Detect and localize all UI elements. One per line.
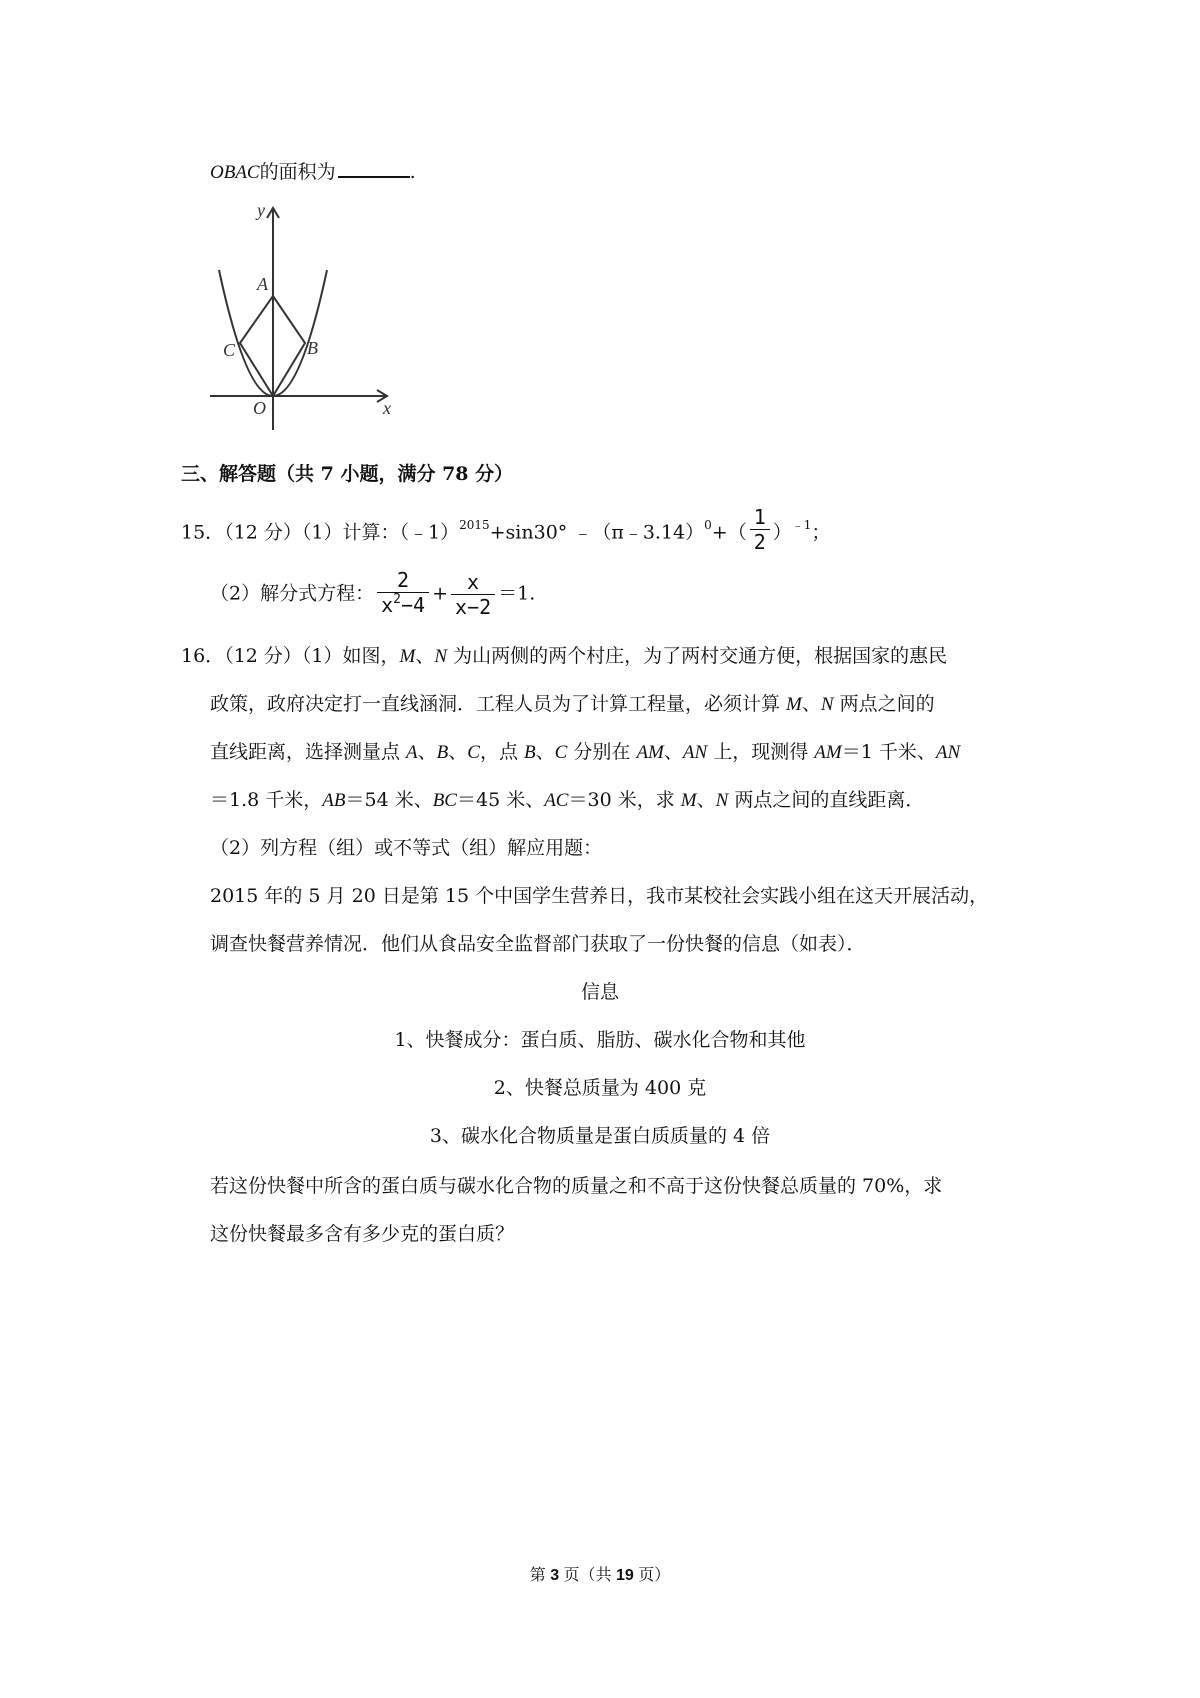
q16-l3-d: 上，现测得 bbox=[707, 741, 815, 763]
var-n: N bbox=[715, 790, 729, 811]
page-footer bbox=[0, 1562, 1200, 1585]
var-m: M bbox=[786, 694, 802, 715]
sep: 、 bbox=[417, 741, 437, 763]
half-fraction bbox=[750, 505, 770, 554]
q16-line4 bbox=[210, 788, 924, 813]
q15-part2-prefix: （2）解分式方程： bbox=[210, 582, 375, 605]
q16-l3-b: ，点 bbox=[479, 741, 525, 763]
var-am: AM bbox=[636, 742, 664, 763]
var-b: B bbox=[436, 742, 449, 763]
q16-l4-a: ＝1.8 千米， bbox=[210, 789, 323, 811]
q16-line1 bbox=[181, 644, 947, 669]
q16-para2: 调查快餐营养情况．他们从食品安全监督部门获取了一份快餐的信息（如表）． bbox=[210, 933, 866, 955]
q15-number: 15． bbox=[181, 521, 225, 544]
q16-l1-b: 为山两侧的两个村庄，为了两村交通方便，根据国家的惠民 bbox=[447, 645, 948, 667]
f2-den: x−2 bbox=[454, 595, 492, 619]
q14-period: . bbox=[409, 161, 416, 183]
var-ac: AC bbox=[544, 790, 569, 811]
section3-heading: 三、解答题（共 7 小题，满分 78 分） bbox=[181, 463, 514, 485]
label-y: y bbox=[257, 200, 265, 220]
var-bc: BC bbox=[432, 790, 457, 811]
var-a: A bbox=[406, 742, 418, 763]
q16-question-1: 若这份快餐中所含的蛋白质与碳水化合物的质量之和不高于这份快餐总质量的 70%，求 bbox=[210, 1175, 943, 1197]
sep: 、 bbox=[801, 693, 821, 715]
sep: 、 bbox=[415, 645, 435, 667]
info-item-3: 3、碳水化合物质量是蛋白质质量的 4 倍 bbox=[429, 1125, 771, 1147]
label-a: A bbox=[257, 274, 268, 294]
footer-mid: 页（共 bbox=[559, 1567, 616, 1584]
f1-den-a: x bbox=[381, 593, 394, 617]
sep: 、 bbox=[535, 741, 555, 763]
q15-part1-prefix: （12 分）（1）计算：（﹣1） bbox=[224, 521, 460, 544]
page-total: 19 bbox=[616, 1567, 634, 1584]
q15-close: ） bbox=[772, 521, 792, 544]
var-m: M bbox=[680, 790, 697, 811]
q16-l2: 政策，政府决定打一直线涵洞．工程人员为了计算工程量，必须计算 bbox=[210, 693, 787, 715]
var-am: AM bbox=[814, 742, 842, 763]
f1-den-b: −4 bbox=[400, 593, 426, 617]
var-n: N bbox=[820, 694, 834, 715]
var-c: C bbox=[554, 742, 568, 763]
q15-part2-end: ＝1. bbox=[498, 582, 536, 605]
label-o: O bbox=[253, 398, 266, 418]
q16-l4-d: ＝30 米，求 bbox=[568, 789, 681, 811]
label-obac: OBAC bbox=[210, 162, 260, 183]
q16-question-2: 这份快餐最多含有多少克的蛋白质？ bbox=[210, 1223, 515, 1245]
q16-l1-a: （12 分）（1）如图， bbox=[224, 645, 400, 667]
var-c: C bbox=[467, 742, 480, 763]
exp-neg1: ﹣1 bbox=[791, 517, 812, 532]
q16-number: 16． bbox=[181, 645, 225, 667]
fraction-2 bbox=[451, 570, 495, 619]
sep: 、 bbox=[696, 789, 716, 811]
q16-l3-c: 分别在 bbox=[567, 741, 637, 763]
footer-prefix: 第 bbox=[529, 1567, 551, 1584]
q15-part1-end: ； bbox=[811, 521, 831, 544]
sep: 、 bbox=[448, 741, 468, 763]
var-n: N bbox=[434, 646, 448, 667]
q15-part2 bbox=[210, 568, 535, 621]
fraction-1 bbox=[377, 568, 429, 621]
info-title: 信息 bbox=[580, 981, 619, 1003]
var-an: AN bbox=[682, 742, 708, 763]
label-x: x bbox=[383, 398, 391, 418]
q16-line2 bbox=[210, 692, 935, 717]
q16-l2-end: 两点之间的 bbox=[833, 693, 935, 715]
f1-num: 2 bbox=[377, 568, 429, 593]
parabola-figure bbox=[205, 200, 405, 430]
q16-l4-e: 两点之间的直线距离． bbox=[728, 789, 925, 811]
q16-l4-b: ＝54 米、 bbox=[345, 789, 433, 811]
page-number: 3 bbox=[550, 1567, 560, 1584]
half-num: 1 bbox=[750, 505, 770, 530]
exp-2015: 2015 bbox=[459, 517, 490, 532]
q14-tail bbox=[210, 158, 416, 185]
info-item-1: 1、快餐成分：蛋白质、脂肪、碳水化合物和其他 bbox=[394, 1029, 806, 1051]
f1-den-exp: 2 bbox=[393, 592, 401, 607]
footer-suffix: 页） bbox=[633, 1567, 671, 1584]
q16-l3-e: ＝1 千米、 bbox=[841, 741, 936, 763]
f2-num: x bbox=[451, 570, 495, 595]
q15-part1 bbox=[181, 505, 831, 554]
f1-den bbox=[377, 593, 429, 621]
label-b: B bbox=[307, 338, 318, 358]
var-b: B bbox=[524, 742, 536, 763]
answer-blank bbox=[338, 158, 410, 178]
var-ab: AB bbox=[322, 790, 346, 811]
q16-part2: （2）列方程（组）或不等式（组）解应用题： bbox=[210, 837, 603, 859]
var-an: AN bbox=[935, 742, 961, 763]
q16-line3 bbox=[210, 740, 960, 765]
label-c: C bbox=[223, 340, 236, 360]
q16-para1: 2015 年的 5 月 20 日是第 15 个中国学生营养日，我市某校社会实践小组在这天开展活动， bbox=[210, 885, 989, 907]
q15-part1-mid: +sin30° ﹣（π﹣3.14） bbox=[489, 521, 705, 544]
sep: 、 bbox=[663, 741, 683, 763]
q15-plus2: + bbox=[432, 582, 448, 605]
exp-0: 0 bbox=[704, 517, 712, 532]
q15-plus: +（ bbox=[711, 521, 747, 544]
var-m: M bbox=[399, 646, 416, 667]
q16-l3-a: 直线距离，选择测量点 bbox=[210, 741, 407, 763]
q16-l4-c: ＝45 米、 bbox=[456, 789, 545, 811]
info-item-2: 2、快餐总质量为 400 克 bbox=[493, 1077, 707, 1099]
q14-text: 的面积为 bbox=[259, 161, 336, 183]
half-den: 2 bbox=[753, 530, 766, 554]
